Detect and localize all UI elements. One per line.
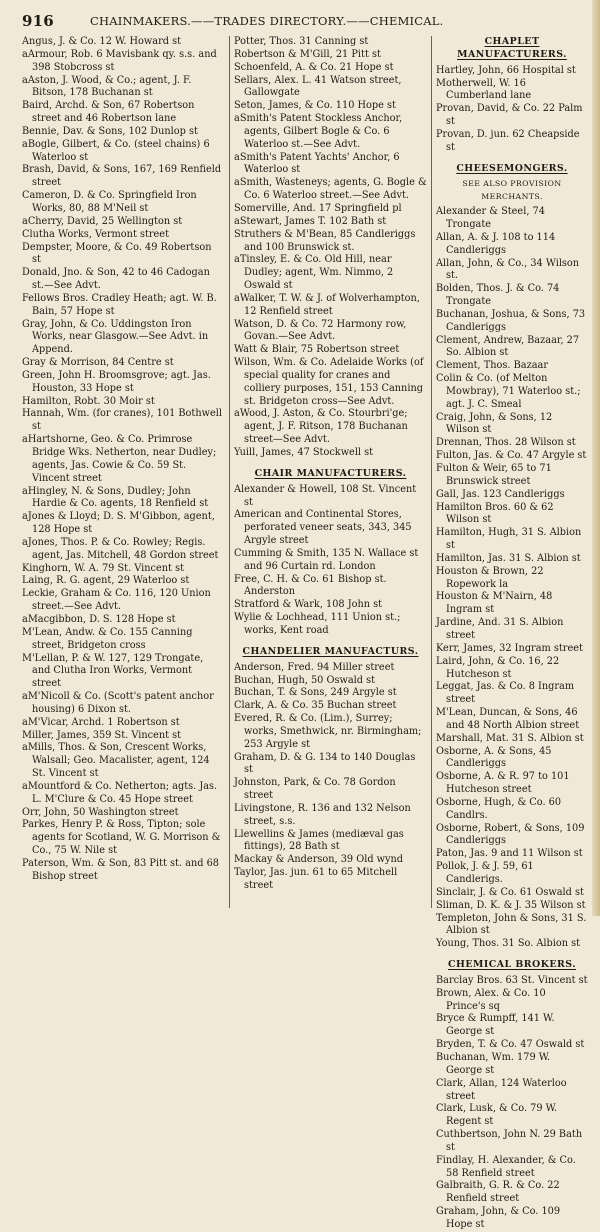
directory-entry: Hamilton, Robt. 30 Moir st — [22, 395, 155, 407]
section-note: SEE ALSO PROVISION MERCHANTS. — [462, 179, 562, 202]
directory-entry: Evered, R. & Co. (Lim.), Surrey; works, Smethwick, nr. Birmingham; 253 Argyle st — [234, 713, 422, 750]
directory-entry: Osborne, A. & R. 97 to 101 Hutcheson street — [436, 771, 570, 796]
column-divider — [431, 36, 432, 908]
directory-entry: aSmith's Patent Stockless Anchor, agents, Gilbert Bogle & Co. 6 Waterloo st.—See Advt. — [234, 113, 403, 150]
column-middle — [234, 36, 427, 912]
directory-entry: Livingstone, R. 136 and 132 Nelson street, s.s. — [234, 802, 411, 827]
section-heading: CHANDELIER MANUFACTURS. — [242, 645, 419, 657]
directory-entry: aWood, J. Aston, & Co. Stourbri'ge; agent, J. F. Ritson, 178 Buchanan street—See Advt. — [234, 408, 408, 446]
directory-entry: Paton, Jas. 9 and 11 Wilson st — [436, 848, 583, 860]
directory-entry: aJones, Thos. P. & Co. Rowley; Regis. agent, Jas. Mitchell, 48 Gordon street — [22, 536, 219, 561]
directory-entry: Laird, John, & Co. 16, 22 Hutcheson st — [436, 655, 560, 680]
page-edge — [592, 0, 600, 916]
directory-entry: Sinclair, J. & Co. 61 Oswald st — [436, 886, 584, 898]
directory-entry: Buchan, Hugh, 50 Oswald st — [234, 674, 376, 686]
directory-entry: Gray, John, & Co. Uddingston Iron Works, near Glasgow.—See Advt. in Append. — [22, 318, 209, 356]
directory-entry: Paterson, Wm. & Son, 83 Pitt st. and 68 Bishop street — [22, 858, 219, 882]
directory-entry: Watson, D. & Co. 72 Harmony row, Govan.—See Advt. — [234, 318, 407, 343]
directory-entry: Miller, James, 359 St. Vincent st — [22, 729, 182, 741]
directory-entry: Gall, Jas. 123 Candleriggs — [436, 488, 565, 500]
directory-entry: Hamilton, Hugh, 31 S. Albion st — [436, 527, 582, 552]
directory-entry: Robertson & M'Gill, 21 Pitt st — [234, 48, 381, 60]
directory-entry: Templeton, John & Sons, 31 S. Albion st — [436, 912, 587, 937]
directory-entry: Taylor, Jas. jun. 61 to 65 Mitchell street — [234, 867, 398, 891]
directory-entry: Marshall, Mat. 31 S. Albion st — [436, 732, 584, 744]
directory-entry: Bryden, T. & Co. 47 Oswald st — [436, 1039, 585, 1051]
directory-entry: Pollok, J. & J. 59, 61 Candlerigs. — [436, 861, 534, 885]
directory-entry: Dempster, Moore, & Co. 49 Robertson st — [22, 241, 212, 266]
directory-entry: Anderson, Fred. 94 Miller street — [234, 661, 395, 673]
directory-entry: Bryce & Rumpff, 141 W. George st — [436, 1013, 555, 1038]
directory-entry: M'Lean, Andw. & Co. 155 Canning street, Bridgeton cross — [22, 626, 193, 651]
directory-entry: Cumming & Smith, 135 N. Wallace st and 96 Curtain rd. London — [234, 547, 419, 572]
directory-entry: Alexander & Steel, 74 Trongate — [436, 206, 545, 230]
directory-entry: aMills, Thos. & Son, Crescent Works, Walsall; Geo. Macalister, agent, 124 St. Vincent st — [22, 742, 210, 780]
directory-entry: Hamilton Bros. 60 & 62 Wilson st — [436, 501, 554, 526]
page-header — [22, 8, 594, 32]
directory-entry: Houston & M'Nairn, 48 Ingram st — [436, 591, 553, 616]
directory-entry: Osborne, Hugh, & Co. 60 Candlrs. — [436, 796, 562, 821]
directory-entry: Galbraith, G. R. & Co. 22 Renfield street — [436, 1180, 560, 1205]
directory-entry: aJones & Lloyd; D. S. M'Gibbon, agent, 128 Hope st — [22, 511, 215, 536]
directory-entry: aAston, J. Wood, & Co.; agent, J. F. Bitson, 178 Buchanan st — [22, 74, 192, 99]
directory-entry: Free, C. H. & Co. 61 Bishop st. Anderston — [234, 573, 387, 598]
directory-entry: Allan, A. & J. 108 to 114 Candleriggs — [436, 231, 556, 256]
directory-entry: Graham, John, & Co. 109 Hope st — [436, 1206, 561, 1230]
directory-entry: Buchanan, Joshua, & Sons, 73 Candleriggs — [436, 308, 586, 333]
directory-entry: Baird, Archd. & Son, 67 Robertson street and 46 Robertson lane — [22, 100, 195, 125]
column-right — [436, 36, 588, 1230]
directory-entry: aM'Vicar, Archd. 1 Robertson st — [22, 716, 180, 728]
section-heading: CHEESEMONGERS. — [456, 162, 568, 174]
directory-entry: Graham, D. & G. 134 to 140 Douglas st — [234, 751, 416, 776]
directory-entry: Fulton & Weir, 65 to 71 Brunswick street — [436, 463, 552, 487]
directory-entry: Houston & Brown, 22 Ropework la — [436, 565, 544, 590]
directory-entry: aSmith's Patent Yachts' Anchor, 6 Waterloo st — [234, 151, 400, 176]
directory-entry: Somerville, And. 17 Springfield pl — [234, 202, 402, 214]
directory-entry: Hartley, John, 66 Hospital st — [436, 64, 576, 76]
directory-entry: Provan, David, & Co. 22 Palm st — [436, 103, 583, 128]
directory-entry: Jardine, And. 31 S. Albion street — [436, 617, 564, 641]
directory-entry: Cameron, D. & Co. Springfield Iron Works, 80, 88 M'Neil st — [22, 190, 197, 214]
directory-entry: Clark, Lusk, & Co. 79 W. Regent st — [436, 1103, 558, 1128]
directory-entry: Craig, John, & Sons, 12 Wilson st — [436, 411, 553, 436]
directory-entry: American and Continental Stores, perforated veneer seats, 343, 345 Argyle street — [234, 509, 412, 547]
directory-entry: aTinsley, E. & Co. Old Hill, near Dudley; agent, Wm. Nimmo, 2 Oswald st — [234, 254, 394, 292]
directory-entry: Stratford & Wark, 108 John st — [234, 599, 383, 611]
directory-entry: aCherry, David, 25 Wellington st — [22, 215, 183, 227]
directory-entry: M'Lean, Duncan, & Sons, 46 and 48 North Albion street — [436, 707, 580, 731]
directory-entry: Alexander & Howell, 108 St. Vincent st — [234, 483, 417, 508]
directory-entry: Fulton, Jas. & Co. 47 Argyle st — [436, 450, 587, 462]
directory-entry: Provan, D. jun. 62 Cheapside st — [436, 128, 580, 153]
directory-entry: Brash, David, & Sons, 167, 169 Renfield street — [22, 164, 222, 189]
directory-entry: Hamilton, Jas. 31 S. Albion st — [436, 552, 581, 564]
directory-entry: M'Lellan, P. & W. 127, 129 Trongate, and Clutha Iron Works, Vermont street — [22, 652, 204, 690]
directory-entry: Sliman, D. K. & J. 35 Wilson st — [436, 899, 586, 911]
directory-entry: Barclay Bros. 63 St. Vincent st — [436, 974, 588, 986]
directory-entry: Sellars, Alex. L. 41 Watson street, Gallowgate — [234, 74, 402, 99]
directory-entry: aMountford & Co. Netherton; agts. Jas. L. M'Clure & Co. 45 Hope street — [22, 780, 218, 805]
directory-entry: aWalker, T. W. & J. of Wolverhampton, 12 Renfield street — [234, 292, 420, 317]
directory-entry: Osborne, Robert, & Sons, 109 Candleriggs — [436, 822, 585, 847]
directory-entry: Young, Thos. 31 So. Albion st — [436, 938, 581, 950]
directory-entry: Johnston, Park, & Co. 78 Gordon street — [234, 777, 396, 802]
directory-entry: Wylie & Lochhead, 111 Union st.; works, Kent road — [234, 612, 401, 636]
directory-entry: Wilson, Wm. & Co. Adelaide Works (of special quality for cranes and colliery purposes, 151, 153 Canning st. Bridgeton cross—See Advt. — [234, 357, 424, 407]
directory-entry: Clark, Allan, 124 Waterloo street — [436, 1077, 567, 1102]
directory-entry: Yuill, James, 47 Stockwell st — [234, 447, 374, 458]
directory-entry: Donald, Jno. & Son, 42 to 46 Cadogan st.—See Advt. — [22, 267, 210, 292]
directory-entry: Clement, Andrew, Bazaar, 27 So. Albion st — [436, 334, 580, 359]
column-divider — [229, 36, 230, 908]
directory-entry: Kinghorn, W. A. 79 St. Vincent st — [22, 562, 184, 574]
directory-entry: Leckie, Graham & Co. 116, 120 Union street.—See Advt. — [22, 588, 211, 613]
directory-entry: Clement, Thos. Bazaar — [436, 360, 549, 372]
directory-entry: Findlay, H. Alexander, & Co. 58 Renfield street — [436, 1154, 576, 1179]
directory-entry: Parkes, Henry P. & Ross, Tipton; sole agents for Scotland, W. G. Morrison & Co., 75 W. Nile st — [22, 819, 221, 857]
directory-entry: Bolden, Thos. J. & Co. 74 Trongate — [436, 283, 560, 308]
directory-entry: Buchan, T. & Sons, 249 Argyle st — [234, 687, 397, 699]
directory-entry: Green, John H. Broomsgrove; agt. Jas. Houston, 33 Hope st — [22, 369, 211, 394]
directory-entry: Llewellins & James (mediæval gas fittings), 28 Bath st — [234, 828, 404, 853]
directory-entry: Hannah, Wm. (for cranes), 101 Bothwell st — [22, 408, 222, 433]
directory-entry: Buchanan, Wm. 179 W. George st — [436, 1051, 551, 1076]
directory-entry: Brown, Alex. & Co. 10 Prince's sq — [436, 987, 546, 1012]
directory-entry: Allan, John, & Co., 34 Wilson st. — [436, 257, 580, 282]
directory-entry: Drennan, Thos. 28 Wilson st — [436, 437, 576, 449]
directory-entry: Orr, John, 50 Washington street — [22, 806, 179, 818]
directory-entry: Motherwell, W. 16 Cumberland lane — [436, 77, 532, 102]
directory-entry: Clutha Works, Vermont street — [22, 228, 169, 240]
directory-entry: aStewart, James T. 102 Bath st — [234, 215, 387, 227]
directory-entry: Watt & Blair, 75 Robertson street — [234, 344, 400, 356]
directory-entry: Angus, J. & Co. 12 W. Howard st — [22, 36, 182, 47]
directory-entry: aHingley, N. & Sons, Dudley; John Hardie & Co. agents, 18 Renfield st — [22, 485, 209, 510]
directory-entry: aBogle, Gilbert, & Co. (steel chains) 6 Waterloo st — [22, 138, 210, 163]
directory-entry: Cuthbertson, John N. 29 Bath st — [436, 1129, 583, 1153]
section-heading: CHAIR MANUFACTURERS. — [254, 467, 407, 479]
directory-entry: aSmith, Wasteneys; agents, G. Bogle & Co. 6 Waterloo street.—See Advt. — [234, 177, 427, 202]
directory-entry: Laing, R. G. agent, 29 Waterloo st — [22, 575, 190, 587]
directory-entry: Schoenfeld, A. & Co. 21 Hope st — [234, 61, 394, 73]
directory-entry: aMacgibbon, D. S. 128 Hope st — [22, 613, 176, 625]
section-heading: CHEMICAL BROKERS. — [448, 959, 576, 971]
directory-entry: Mackay & Anderson, 39 Old wynd — [234, 854, 404, 866]
directory-entry: Leggat, Jas. & Co. 8 Ingram street — [436, 681, 575, 706]
section-heading: CHAPLET MANUFACTURERS. — [457, 36, 567, 60]
directory-entry: Kerr, James, 32 Ingram street — [436, 642, 583, 654]
page-number: 916 — [22, 12, 54, 30]
directory-entry: Fellows Bros. Cradley Heath; agt. W. B. Bain, 57 Hope st — [22, 292, 217, 317]
directory-entry: Gray & Morrison, 84 Centre st — [22, 357, 174, 369]
directory-entry: aHartshorne, Geo. & Co. Primrose Bridge Wks. Netherton, near Dudley; agents, Jas. Cowie & Co. 59 St. Vincent street — [22, 434, 217, 484]
directory-entry: aM'Nicoll & Co. (Scott's patent anchor housing) 6 Dixon st. — [22, 691, 214, 715]
running-title: CHAINMAKERS.——TRADES DIRECTORY.——CHEMICAL. — [90, 14, 444, 28]
directory-entry: Struthers & M'Bean, 85 Candleriggs and 100 Brunswick st. — [234, 228, 416, 253]
directory-entry: Colin & Co. (of Melton Mowbray), 71 Waterloo st.; agt. J. C. Smeal — [436, 373, 581, 410]
directory-entry: aArmour, Rob. 6 Mavisbank qy. s.s. and 398 Stobcross st — [22, 48, 217, 73]
directory-entry: Bennie, Dav. & Sons, 102 Dunlop st — [22, 125, 198, 137]
directory-entry: Seton, James, & Co. 110 Hope st — [234, 100, 396, 112]
directory-entry: Clark, A. & Co. 35 Buchan street — [234, 700, 397, 712]
directory-entry: Potter, Thos. 31 Canning st — [234, 36, 369, 47]
directory-entry: Osborne, A. & Sons, 45 Candleriggs — [436, 745, 552, 770]
column-left — [22, 36, 222, 912]
